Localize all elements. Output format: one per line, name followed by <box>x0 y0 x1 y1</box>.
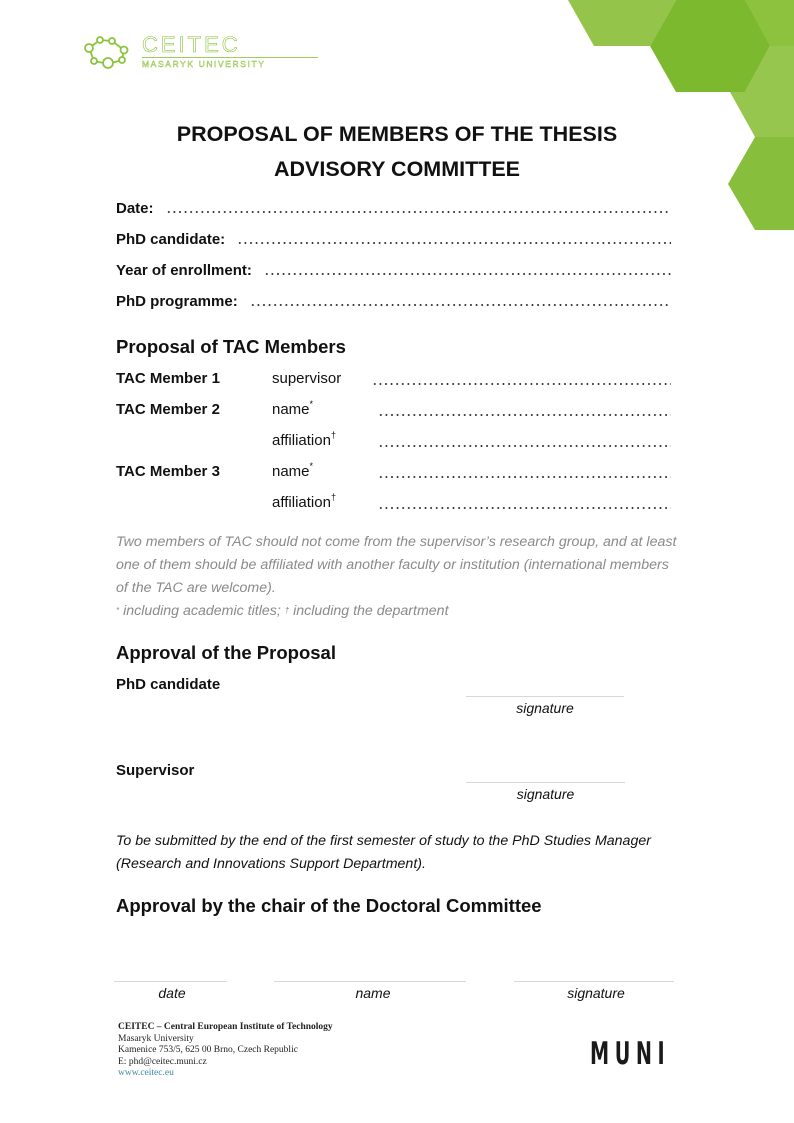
logo-wordmark: CEITEC <box>142 32 241 57</box>
page-title-line2: ADVISORY COMMITTEE <box>273 157 521 181</box>
tac-member-2-affiliation-input[interactable] <box>378 445 671 447</box>
footer-address-line: Kamenice 753/5, 625 00 Brno, Czech Republic <box>118 1045 298 1055</box>
footer-address <box>118 1022 333 1080</box>
tac-footnotes: * including academic titles; † including the department <box>116 603 449 619</box>
tac-member-1-supervisor-input[interactable] <box>372 383 671 385</box>
footer-university: Masaryk University <box>118 1033 194 1044</box>
phd-programme-label: PhD programme: <box>116 293 238 310</box>
logo-rule <box>142 57 318 58</box>
tac-member-3-affiliation-label: affiliation† <box>272 492 336 511</box>
tac-note-line2: one of them should be affiliated with another faculty or institution (international members <box>116 557 669 573</box>
phd-programme-field[interactable] <box>116 290 671 310</box>
footer-org: CEITEC – Central European Institute of Technology <box>118 1022 333 1032</box>
supervisor-signature-caption: signature <box>516 786 575 802</box>
tac-note-line3: of the TAC are welcome). <box>116 580 276 596</box>
footer-email[interactable]: E: phd@ceitec.muni.cz <box>118 1056 207 1067</box>
submission-note-line2: (Research and Innovations Support Department). <box>116 856 426 872</box>
tac-note-line1: Two members of TAC should not come from the supervisor’s research group, and at least <box>116 534 677 550</box>
tac-member-3-affiliation-input[interactable] <box>378 507 671 509</box>
page-title-line1: PROPOSAL OF MEMBERS OF THE THESIS <box>176 122 618 146</box>
phd-candidate-approval-label: PhD candidate <box>116 676 221 693</box>
logo-subtitle: MASARYK UNIVERSITY <box>142 59 266 69</box>
phd-candidate-signature-caption: signature <box>516 700 574 716</box>
year-of-enrollment-input-line[interactable] <box>264 273 671 275</box>
molecule-icon <box>82 36 138 70</box>
phd-candidate-label: PhD candidate: <box>116 231 226 248</box>
tac-member-3-label: TAC Member 3 <box>116 463 220 480</box>
tac-member-2-name-label: name* <box>272 399 314 418</box>
tac-member-3-name-label: name* <box>272 461 314 480</box>
phd-candidate-input-line[interactable] <box>237 242 671 244</box>
date-input-line[interactable] <box>166 211 671 213</box>
tac-member-3-name-input[interactable] <box>378 476 671 478</box>
date-field[interactable] <box>116 197 671 217</box>
muni-logo: MUNI <box>590 1036 671 1072</box>
tac-member-1-label: TAC Member 1 <box>116 370 220 387</box>
chair-signature-line[interactable] <box>514 981 674 982</box>
chair-date-line[interactable] <box>114 981 227 982</box>
approval-section-heading: Approval of the Proposal <box>116 642 336 663</box>
phd-candidate-signature-line[interactable] <box>466 696 624 697</box>
year-of-enrollment-field[interactable] <box>116 259 671 279</box>
phd-candidate-field[interactable] <box>116 228 671 248</box>
tac-section-heading: Proposal of TAC Members <box>116 336 346 357</box>
footer-website-link[interactable]: www.ceitec.eu <box>118 1068 174 1078</box>
chair-name-caption: name <box>355 985 391 1001</box>
chair-name-line[interactable] <box>274 981 466 982</box>
chair-date-caption: date <box>158 985 186 1001</box>
tac-member-1-supervisor-label: supervisor <box>272 370 342 387</box>
ceitec-logo <box>82 32 322 72</box>
submission-note <box>116 830 686 876</box>
supervisor-approval-label: Supervisor <box>116 762 195 779</box>
year-of-enrollment-label: Year of enrollment: <box>116 262 252 279</box>
tac-member-2-name-input[interactable] <box>378 414 671 416</box>
supervisor-signature-line[interactable] <box>466 782 625 783</box>
tac-member-2-affiliation-label: affiliation† <box>272 430 336 449</box>
submission-note-line1: To be submitted by the end of the first semester of study to the PhD Studies Manager <box>116 833 651 849</box>
date-label: Date: <box>116 200 154 217</box>
tac-note <box>116 531 686 623</box>
chair-approval-heading: Approval by the chair of the Doctoral Committee <box>116 895 542 916</box>
chair-signature-caption: signature <box>567 985 625 1001</box>
tac-member-2-label: TAC Member 2 <box>116 401 220 418</box>
phd-programme-input-line[interactable] <box>250 304 671 306</box>
